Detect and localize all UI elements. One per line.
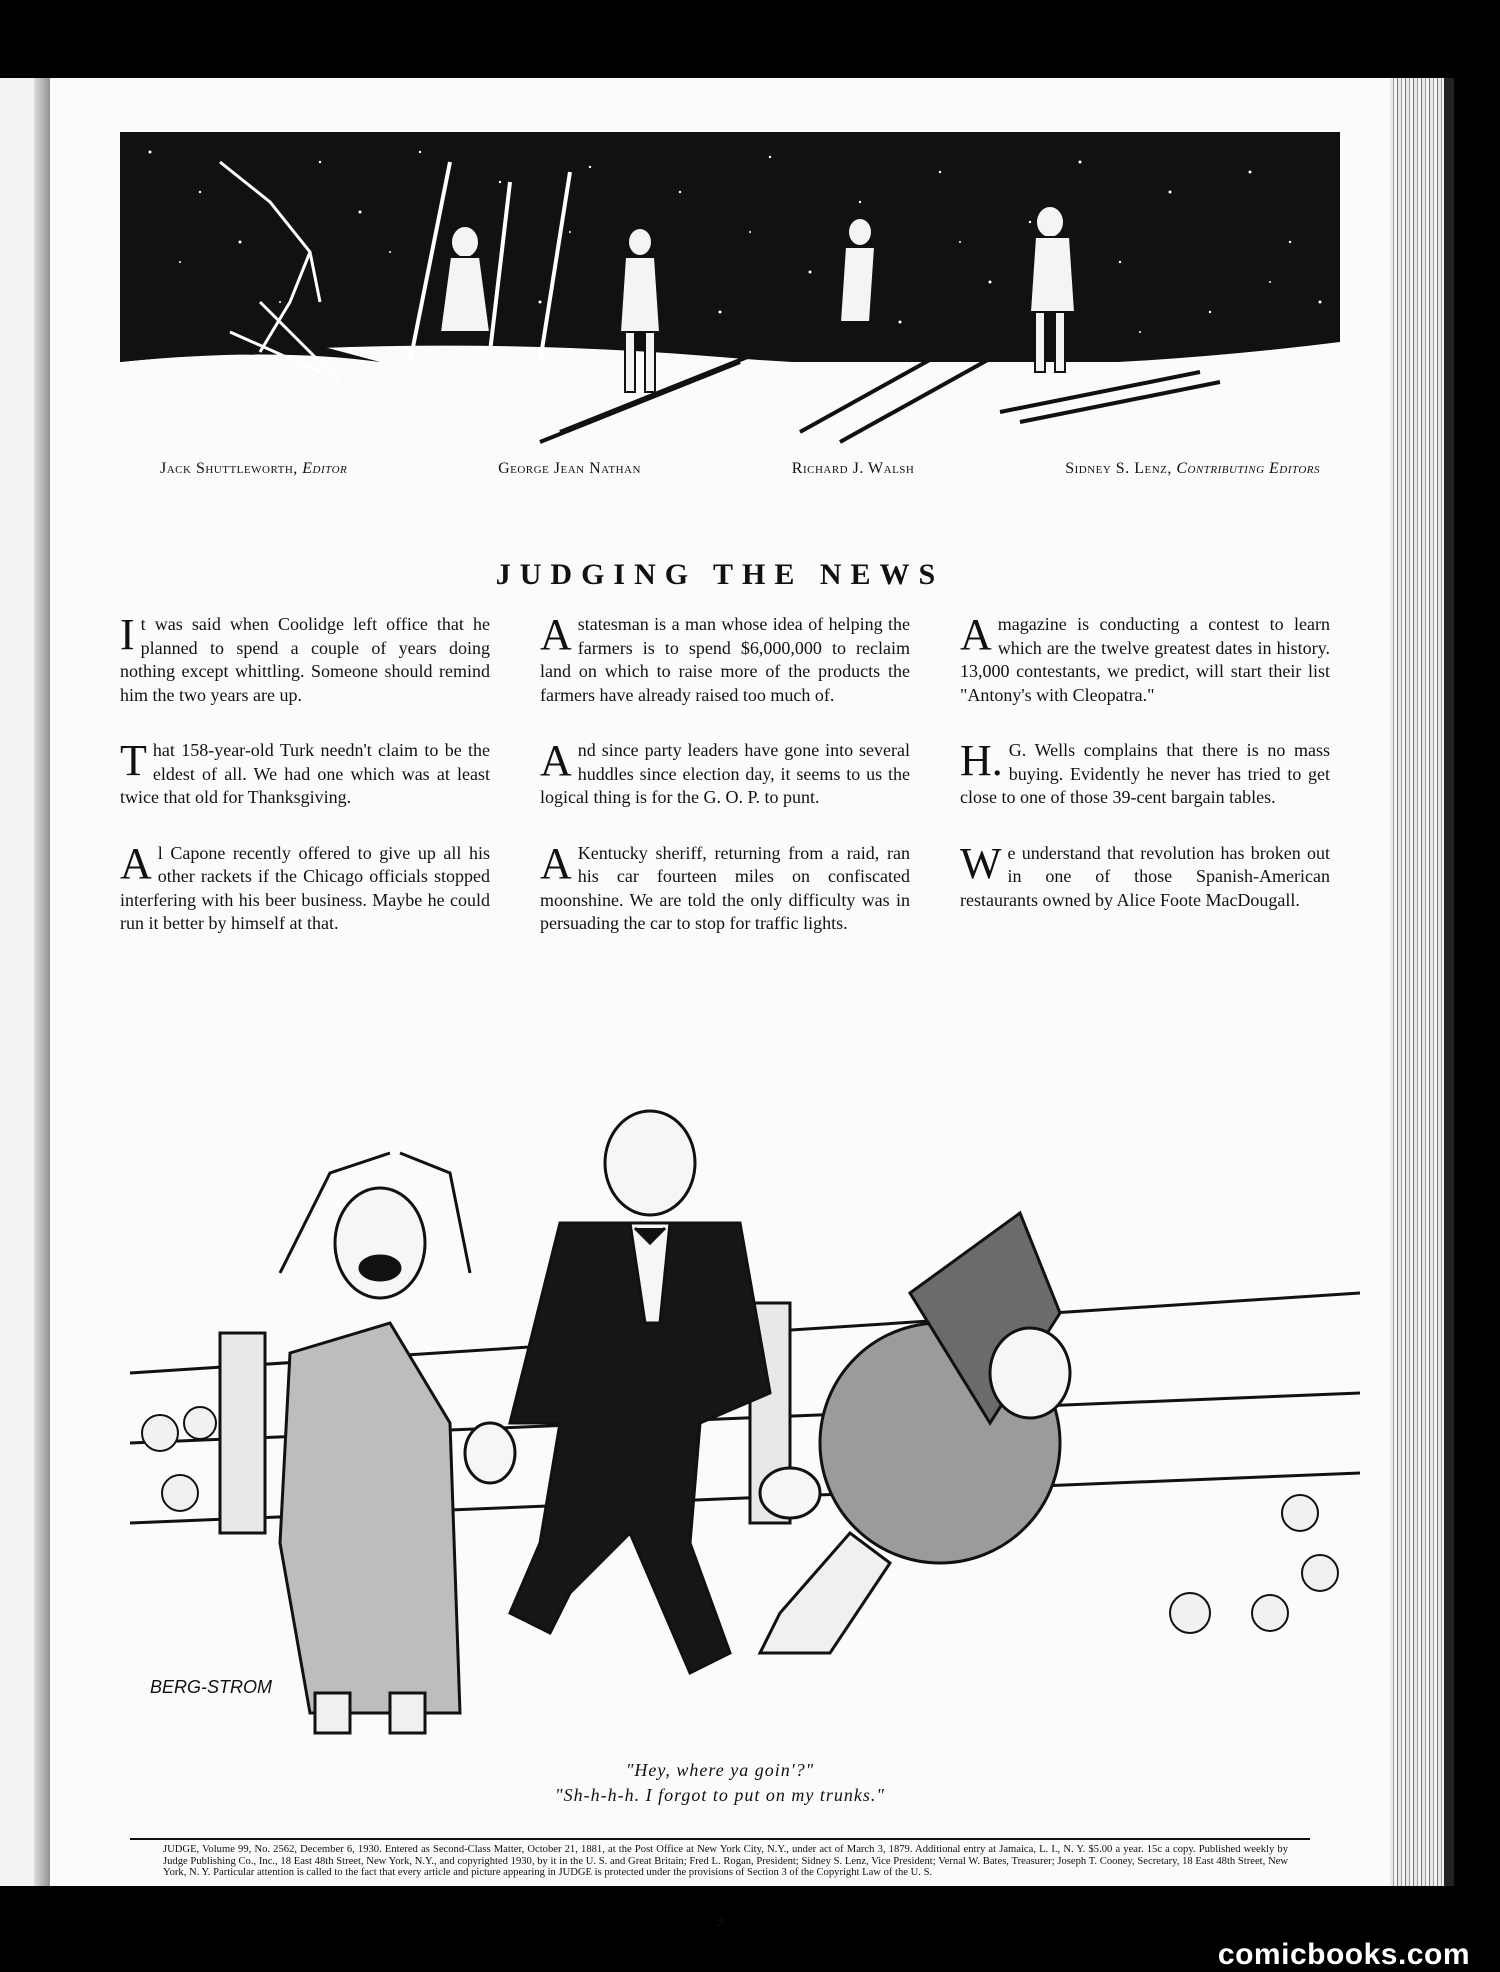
cartoon-signature: BERG-STROM — [150, 1677, 273, 1697]
page-stack-edges — [1382, 78, 1454, 1886]
editor-credit: Jack Shuttleworth, Editor — [160, 460, 348, 477]
page-number: 3 — [716, 1914, 724, 1930]
section-title: JUDGING THE NEWS — [495, 558, 945, 591]
news-item: Amagazine is conducting a contest to learn which are the twelve greatest dates in history. 13,000 contestants, we predict, will start their list "Antony's with Cleopatra." — [960, 610, 1330, 705]
skiing-illustration — [120, 132, 1340, 462]
news-item: We understand that revolution has broken out in one of those Spanish-American restaurants owned by Alice Foote MacDougall. — [960, 838, 1330, 910]
footer-rule — [130, 1838, 1310, 1840]
news-item: AKentucky sheriff, returning from a raid, ran his car fourteen miles on confiscated moonshine. We are told the only difficulty was in persuading the car to stop for traffic lights. — [540, 838, 910, 933]
caption-line: "Sh-h-h-h. I forgot to put on my trunks." — [555, 1785, 885, 1805]
magazine-page — [50, 78, 1390, 1930]
publication-notice: JUDGE, Volume 99, No. 2562, December 6, 1930. Entered as Second-Class Matter, October 21, 1881, at the Post Office at New York City, N.Y., under act of March 3, 1879. Additional entry at Jamaica, L. I., N. Y. $5.00 a year. 15c a copy. Published weekly by Judge Publishing Co., Inc., 18 East 48th Street, New York, N.Y., and copyrighted 1930, by it in the U. S. and Great Britain; Fred L. Rogan, President; Sidney S. Lenz, Vice President; Vernal W. Bates, Treasurer; Joseph T. Cooney, Secretary, 18 East 48th Street, New York, N. Y. Particular attention is called to the fact that every article and picture appearing in JUDGE is protected under the provisions of Section 3 of the Copyright Law of the U. S. — [163, 1844, 1288, 1878]
column-1 — [120, 610, 490, 968]
news-item: H.G. Wells complains that there is no mass buying. Evidently he never has tried to get close to one of those 39-cent bargain tables. — [960, 736, 1330, 807]
news-item: Al Capone recently offered to give up all his other rackets if the Chicago officials stopped interfering with his beer business. Maybe he could run it better by himself at that. — [120, 838, 490, 933]
news-columns — [120, 610, 1330, 968]
editor-credit: George Jean Nathan — [498, 460, 641, 477]
news-item: That 158-year-old Turk needn't claim to be the eldest of all. We had one which was at least twice that old for Thanksgiving. — [120, 736, 490, 807]
boxing-cartoon — [130, 1093, 1360, 1753]
cartoon-caption — [50, 1758, 1390, 1808]
news-item: And since party leaders have gone into several huddles since election day, it seems to us the logical thing is for the G. O. P. to punt. — [540, 736, 910, 807]
caption-line: "Hey, where ya goin'?" — [625, 1760, 815, 1780]
column-3 — [960, 610, 1330, 968]
editor-credit: Richard J. Walsh — [791, 460, 915, 477]
news-item: It was said when Coolidge left office that he planned to spend a couple of years doing nothing except whittling. Someone should remind him the two years are up. — [120, 610, 490, 705]
masthead-editors — [160, 460, 1320, 478]
column-2 — [540, 610, 910, 968]
news-item: Astatesman is a man whose idea of helping the farmers is to spend $6,000,000 to reclaim land on which to raise more of the products the farmers have already raised too much of. — [540, 610, 910, 705]
editor-credit: Sidney S. Lenz, Contributing Editors — [1065, 460, 1320, 477]
watermark: comicbooks.com — [1217, 1938, 1470, 1971]
facing-page-edge — [0, 78, 55, 1886]
